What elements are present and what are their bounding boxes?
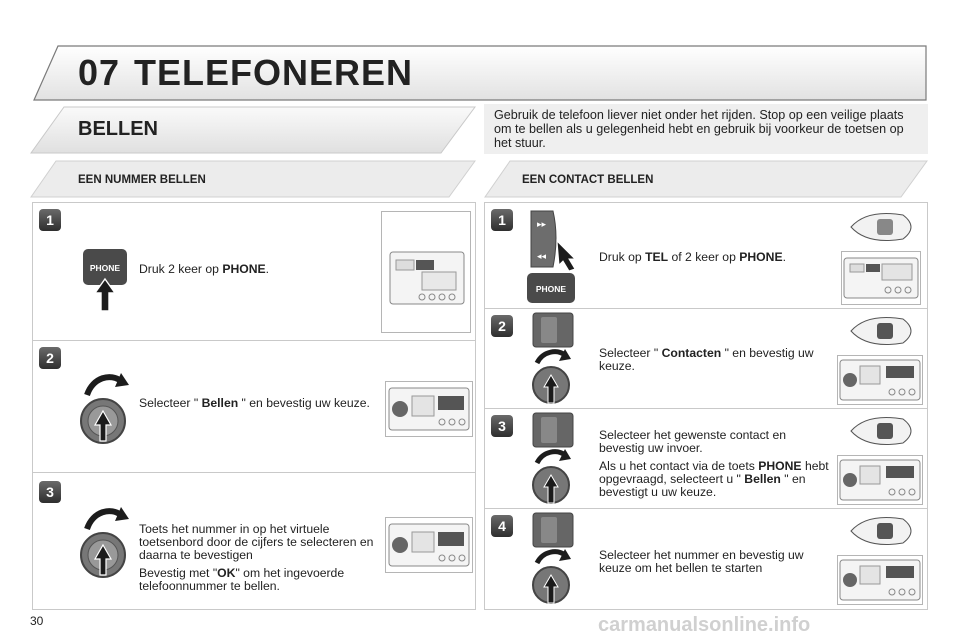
- right-step-3-text: Selecteer het gewenste contact en bevestig uw invoer. Als u het contact via de toets PHONE hebt opgevraagd, selecteert u " Bellen " en bevestigt u uw keuze.: [599, 428, 829, 499]
- steering-control-icon: [847, 207, 921, 247]
- page-number: 30: [30, 614, 44, 628]
- left-step-3-text: Toets het nummer in op het virtuele toetsenbord door de cijfers te selecteren en daarna te bevestigen Bevestig met "OK" om het ingevoerde telefoonnummer te bellen.: [139, 522, 374, 593]
- svg-text:▸▸: ▸▸: [537, 219, 547, 229]
- radio-panel-thumbnail: [381, 211, 471, 333]
- steering-control-icon: [847, 411, 921, 451]
- right-step-1: [485, 203, 927, 309]
- step-number-badge: 2: [491, 315, 513, 337]
- right-subtitle: EEN CONTACT BELLEN: [522, 174, 654, 186]
- scroll-wheel-confirm-icon: [529, 411, 577, 507]
- radio-panel-thumbnail: [385, 517, 473, 573]
- left-step-3: [33, 473, 475, 609]
- left-steps-panel: [32, 202, 476, 610]
- radio-front-illustration: [386, 382, 472, 436]
- radio-front-illustration: [382, 212, 470, 332]
- left-step-2: [33, 341, 475, 473]
- radio-front-illustration: [842, 252, 920, 304]
- chapter-number: 07: [78, 52, 121, 93]
- right-step-3: [485, 409, 927, 509]
- rotary-knob-confirm-icon: [75, 503, 135, 583]
- rotary-knob-confirm-icon: [75, 369, 135, 449]
- svg-text:◂◂: ◂◂: [537, 251, 547, 261]
- left-step-1: [33, 203, 475, 341]
- scroll-wheel-confirm-icon: [529, 311, 577, 407]
- radio-panel-thumbnail: [837, 355, 923, 405]
- watermark: carmanualsonline.info: [598, 614, 811, 636]
- steering-control-icon: [847, 511, 921, 551]
- step-number-badge: 4: [491, 515, 513, 537]
- step-number-badge: 3: [39, 481, 61, 503]
- radio-panel-thumbnail: [837, 455, 923, 505]
- steering-control-icon: [847, 311, 921, 351]
- right-step-2-text: Selecteer " Contacten " en bevestig uw keuze.: [599, 346, 814, 373]
- step-number-badge: 2: [39, 347, 61, 369]
- left-step-1-text: Druk 2 keer op PHONE.: [139, 262, 270, 276]
- section-title: BELLEN: [78, 118, 158, 140]
- radio-front-illustration: [386, 518, 472, 572]
- right-step-2: [485, 309, 927, 409]
- radio-panel-thumbnail: [837, 555, 923, 605]
- right-step-4-text: Selecteer het nummer en bevestig uw keuze om het bellen te starten: [599, 548, 804, 575]
- radio-front-illustration: [838, 556, 922, 604]
- warning-text: Gebruik de telefoon liever niet onder het rijden. Stop op een veilige plaats om te bellen als u gelegenheid hebt en gebruik bij voorkeur de toetsen op het stuur.: [494, 108, 904, 150]
- right-steps-panel: [484, 202, 928, 610]
- left-subtitle: EEN NUMMER BELLEN: [78, 174, 206, 186]
- step-number-badge: 1: [39, 209, 61, 231]
- radio-front-illustration: [838, 456, 922, 504]
- radio-panel-thumbnail: [841, 251, 921, 305]
- svg-text:PHONE: PHONE: [535, 284, 567, 294]
- right-step-4: [485, 509, 927, 609]
- steering-tel-phone-icon: [523, 207, 587, 307]
- step-number-badge: 1: [491, 209, 513, 231]
- right-step-1-text: Druk op TEL of 2 keer op PHONE.: [599, 250, 786, 264]
- step-number-badge: 3: [491, 415, 513, 437]
- radio-panel-thumbnail: [385, 381, 473, 437]
- radio-front-illustration: [838, 356, 922, 404]
- scroll-wheel-confirm-icon: [529, 511, 577, 607]
- chapter-title: TELEFONEREN: [134, 52, 414, 93]
- phone-button-press-icon: [81, 245, 129, 313]
- left-step-2-text: Selecteer " Bellen " en bevestig uw keuze.: [139, 396, 370, 410]
- svg-text:PHONE: PHONE: [89, 263, 121, 273]
